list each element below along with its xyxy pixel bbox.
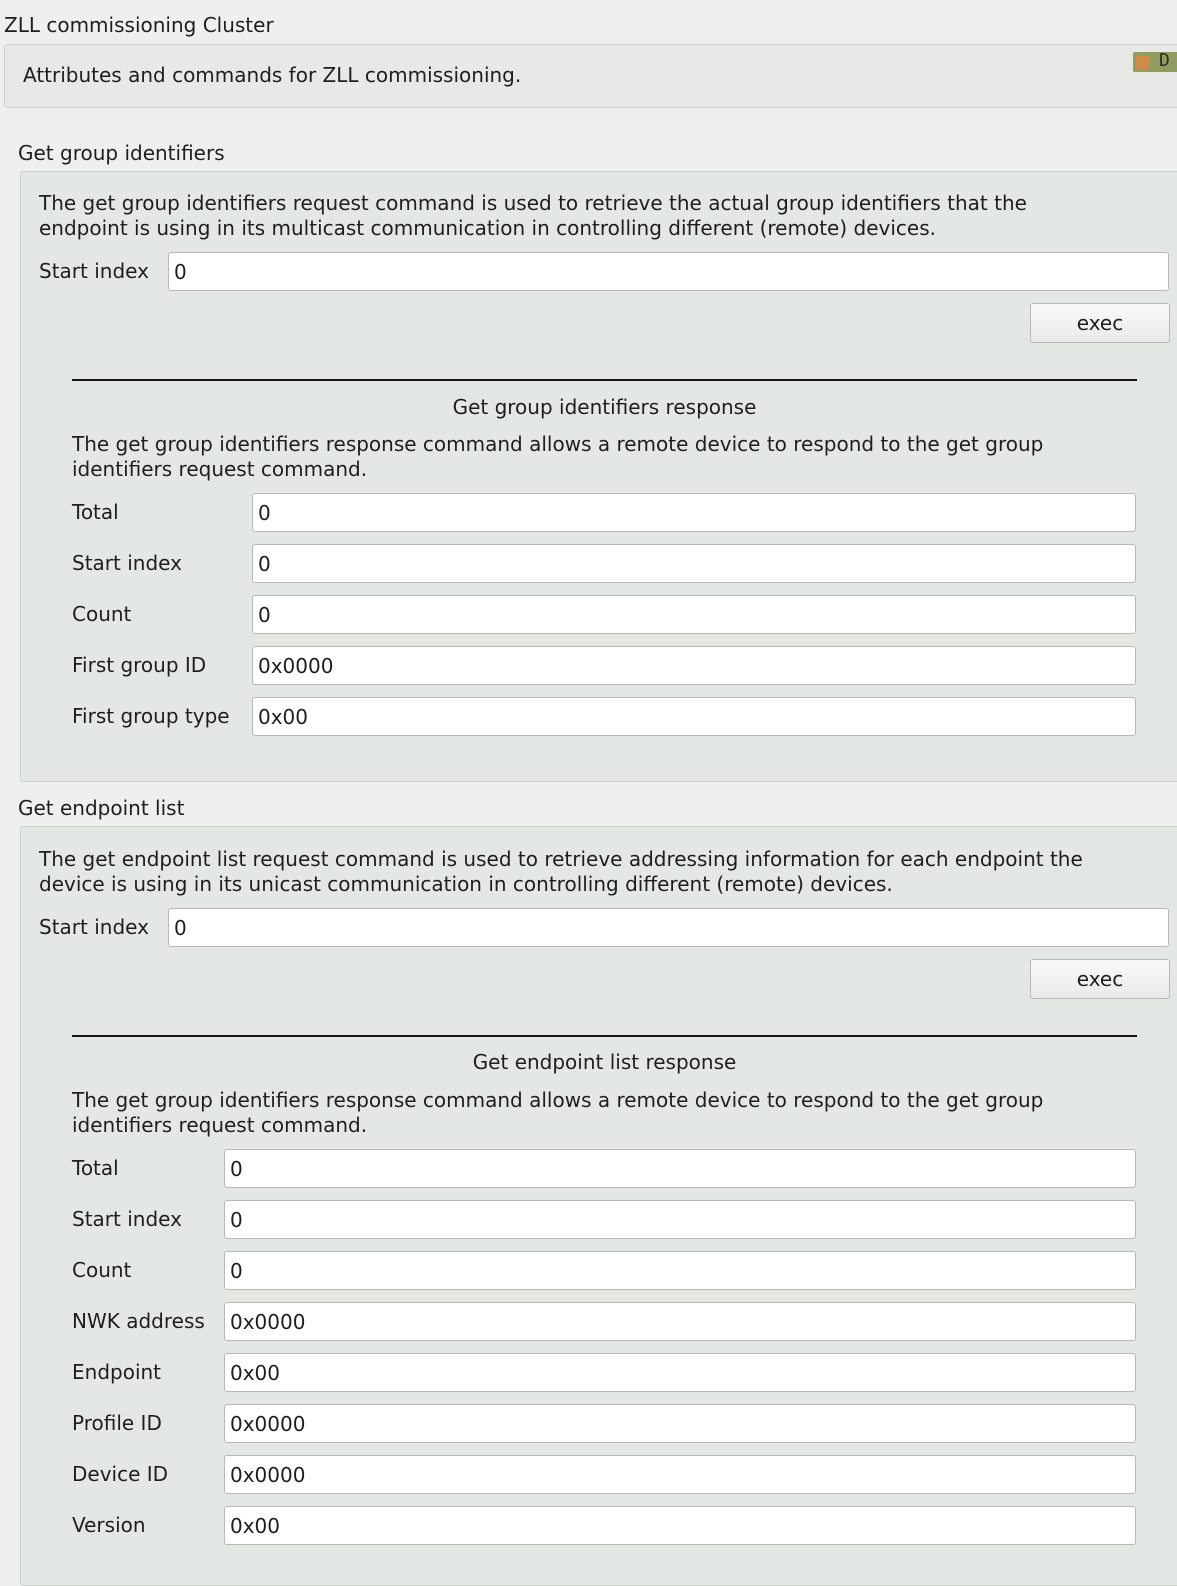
- start-index-label: Start index: [39, 915, 149, 939]
- description-line: The get endpoint list request command is used to retrieve addressing information for each endpoint the: [39, 847, 1083, 871]
- cluster-title: ZLL commissioning Cluster: [4, 13, 274, 37]
- field-label-start-index: Start index: [72, 551, 182, 575]
- field-label-device-id: Device ID: [72, 1462, 169, 1486]
- description-line: The get group identifiers request command is used to retrieve the actual group identifiers that the: [39, 191, 1027, 215]
- field-label-count: Count: [72, 1258, 132, 1282]
- field-input-first-group-type[interactable]: [252, 697, 1136, 736]
- description-line: device is using in its unicast communication in controlling different (remote) devices.: [39, 872, 893, 896]
- field-input-count[interactable]: [224, 1251, 1136, 1290]
- field-label-first-group-id: First group ID: [72, 653, 207, 677]
- field-input-start-index[interactable]: [252, 544, 1136, 583]
- divider: [72, 1035, 1137, 1037]
- get-endpoint-list-description: [39, 847, 1083, 897]
- field-input-count[interactable]: [252, 595, 1136, 634]
- description-line: identifiers request command.: [72, 1113, 368, 1137]
- field-input-nwk-address[interactable]: [224, 1302, 1136, 1341]
- field-input-total[interactable]: [252, 493, 1136, 532]
- description-line: The get group identifiers response command allows a remote device to respond to the get group: [72, 432, 1044, 456]
- exec-button[interactable]: exec: [1030, 959, 1170, 999]
- response-description: [72, 432, 1043, 482]
- field-label-start-index: Start index: [72, 1207, 182, 1231]
- field-label-version: Version: [72, 1513, 146, 1537]
- field-label-profile-id: Profile ID: [72, 1411, 162, 1435]
- response-title: Get endpoint list response: [472, 1050, 737, 1074]
- status-badge[interactable]: [1133, 52, 1177, 72]
- get-endpoint-list-label: Get endpoint list: [18, 796, 185, 820]
- field-input-profile-id[interactable]: [224, 1404, 1136, 1443]
- response-title: Get group identifiers response: [452, 395, 757, 419]
- field-input-device-id[interactable]: [224, 1455, 1136, 1494]
- field-input-version[interactable]: [224, 1506, 1136, 1545]
- status-badge-letter: D: [1159, 50, 1170, 71]
- status-indicator-icon: [1136, 55, 1150, 69]
- field-label-endpoint: Endpoint: [72, 1360, 162, 1384]
- field-input-endpoint[interactable]: [224, 1353, 1136, 1392]
- description-line: identifiers request command.: [72, 457, 368, 481]
- field-input-first-group-id[interactable]: [252, 646, 1136, 685]
- get-group-identifiers-description: [39, 191, 1027, 241]
- description-line: The get group identifiers response command allows a remote device to respond to the get group: [72, 1088, 1044, 1112]
- start-index-label: Start index: [39, 259, 149, 283]
- field-label-first-group-type: First group type: [72, 704, 230, 728]
- start-index-input[interactable]: [168, 252, 1169, 291]
- cluster-description: Attributes and commands for ZLL commissioning.: [23, 63, 522, 87]
- field-label-count: Count: [72, 602, 132, 626]
- field-label-total: Total: [72, 500, 119, 524]
- get-group-identifiers-label: Get group identifiers: [18, 141, 225, 165]
- field-label-total: Total: [72, 1156, 119, 1180]
- response-description: [72, 1088, 1043, 1138]
- field-input-start-index[interactable]: [224, 1200, 1136, 1239]
- field-label-nwk-address: NWK address: [72, 1309, 205, 1333]
- exec-button[interactable]: exec: [1030, 303, 1170, 343]
- field-input-total[interactable]: [224, 1149, 1136, 1188]
- description-line: endpoint is using in its multicast communication in controlling different (remote) devices.: [39, 216, 936, 240]
- divider: [72, 379, 1137, 381]
- start-index-input[interactable]: [168, 908, 1169, 947]
